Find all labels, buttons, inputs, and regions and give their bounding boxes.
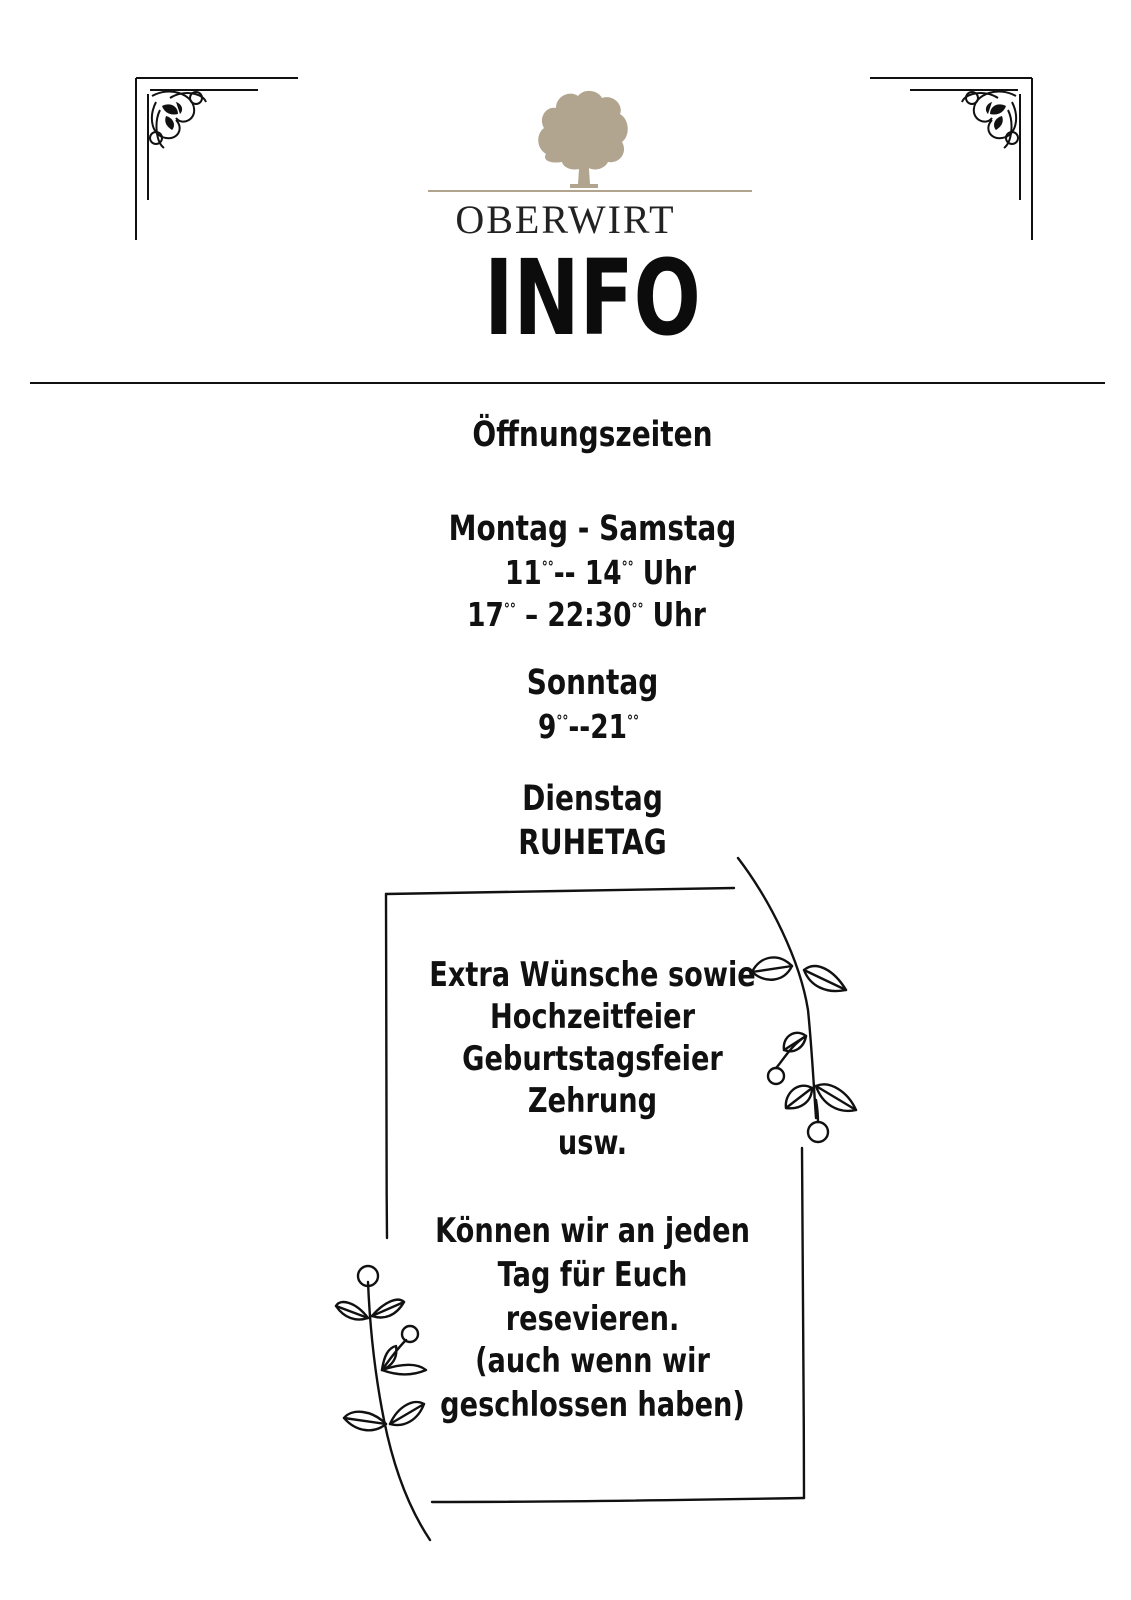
box-line-10: (auch wenn wir xyxy=(475,1341,710,1381)
weekdays-label: Montag - Samstag xyxy=(448,509,737,549)
sunday-label: Sonntag xyxy=(526,663,659,703)
brand-name: OBERWIRT xyxy=(455,197,676,242)
sunday-time: 9°°--21°° xyxy=(537,707,640,746)
box-line-7: Können wir an jeden xyxy=(435,1211,750,1251)
weekdays-time-1: 11°°-- 14°° Uhr xyxy=(504,553,697,592)
page-title: INFO xyxy=(484,237,701,359)
box-line-11: geschlossen haben) xyxy=(440,1385,745,1425)
box-line-1: Extra Wünsche sowie xyxy=(429,955,756,995)
box-line-4: Zehrung xyxy=(527,1081,658,1121)
box-line-3: Geburtstagsfeier xyxy=(462,1039,723,1079)
box-line-2: Hochzeitfeier xyxy=(489,997,695,1037)
box-line-8: Tag für Euch xyxy=(497,1255,688,1295)
tuesday-status: RUHETAG xyxy=(518,823,667,863)
box-line-9: resevieren. xyxy=(505,1299,680,1339)
weekdays-time-2: 17°° – 22:30°° Uhr xyxy=(467,595,706,634)
box-line-5: usw. xyxy=(557,1123,628,1163)
tuesday-label: Dienstag xyxy=(522,779,663,819)
hours-heading: Öffnungszeiten xyxy=(472,415,713,455)
